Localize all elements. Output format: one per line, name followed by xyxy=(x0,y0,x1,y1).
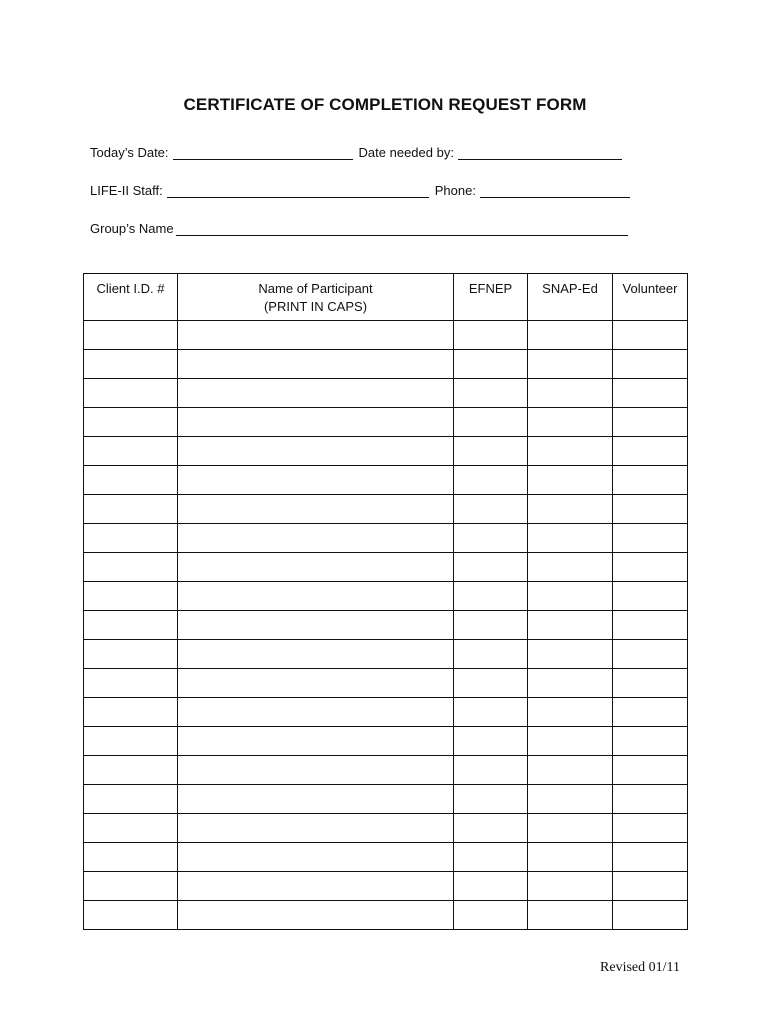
participant-name-cell[interactable] xyxy=(178,408,454,437)
participant-name-cell[interactable] xyxy=(178,698,454,727)
efnep-cell[interactable] xyxy=(454,495,528,524)
efnep-cell[interactable] xyxy=(454,437,528,466)
table-row xyxy=(84,350,688,379)
form-title: CERTIFICATE OF COMPLETION REQUEST FORM xyxy=(183,95,587,114)
snap-ed-cell[interactable] xyxy=(528,495,613,524)
snap-ed-cell[interactable] xyxy=(528,524,613,553)
snap-ed-cell[interactable] xyxy=(528,437,613,466)
staff-row xyxy=(90,183,636,198)
efnep-cell[interactable] xyxy=(454,756,528,785)
snap-ed-cell[interactable] xyxy=(528,756,613,785)
client-id-cell[interactable] xyxy=(84,727,178,756)
volunteer-cell[interactable] xyxy=(613,640,688,669)
table-row xyxy=(84,611,688,640)
column-header-line: EFNEP xyxy=(468,281,513,296)
volunteer-cell[interactable] xyxy=(613,553,688,582)
participant-name-cell[interactable] xyxy=(178,466,454,495)
volunteer-cell[interactable] xyxy=(613,408,688,437)
participant-name-cell[interactable] xyxy=(178,553,454,582)
participant-name-cell[interactable] xyxy=(178,669,454,698)
client-id-cell[interactable] xyxy=(84,756,178,785)
client-id-cell[interactable] xyxy=(84,321,178,350)
participant-name-cell[interactable] xyxy=(178,640,454,669)
efnep-cell[interactable] xyxy=(454,321,528,350)
table-row xyxy=(84,582,688,611)
efnep-cell[interactable] xyxy=(454,814,528,843)
participant-name-cell[interactable] xyxy=(178,524,454,553)
column-header-efnep xyxy=(454,274,528,321)
table-body xyxy=(84,321,688,930)
snap-ed-cell[interactable] xyxy=(528,408,613,437)
table-row xyxy=(84,495,688,524)
date-needed-label: Date needed by: xyxy=(358,145,454,160)
client-id-cell[interactable] xyxy=(84,669,178,698)
volunteer-cell[interactable] xyxy=(613,466,688,495)
efnep-cell[interactable] xyxy=(454,727,528,756)
volunteer-cell[interactable] xyxy=(613,901,688,930)
snap-ed-cell[interactable] xyxy=(528,321,613,350)
column-header-line: Name of Participant xyxy=(258,281,373,296)
efnep-cell[interactable] xyxy=(454,669,528,698)
column-header-line: SNAP-Ed xyxy=(542,281,598,296)
efnep-cell[interactable] xyxy=(454,640,528,669)
volunteer-cell[interactable] xyxy=(613,524,688,553)
staff-label: LIFE-II Staff: xyxy=(90,183,163,198)
participant-name-cell[interactable] xyxy=(178,495,454,524)
column-header-line: Client I.D. # xyxy=(96,281,165,296)
snap-ed-cell[interactable] xyxy=(528,843,613,872)
client-id-cell[interactable] xyxy=(84,437,178,466)
volunteer-cell[interactable] xyxy=(613,582,688,611)
client-id-cell[interactable] xyxy=(84,495,178,524)
column-header-participant-name xyxy=(178,274,454,321)
volunteer-cell[interactable] xyxy=(613,785,688,814)
participant-table xyxy=(83,273,688,930)
volunteer-cell[interactable] xyxy=(613,872,688,901)
table-row xyxy=(84,901,688,930)
participant-name-cell[interactable] xyxy=(178,901,454,930)
snap-ed-cell[interactable] xyxy=(528,669,613,698)
todays-date-field[interactable] xyxy=(173,146,353,160)
group-row xyxy=(90,221,634,236)
efnep-cell[interactable] xyxy=(454,408,528,437)
efnep-cell[interactable] xyxy=(454,524,528,553)
efnep-cell[interactable] xyxy=(454,901,528,930)
participant-name-cell[interactable] xyxy=(178,785,454,814)
table-row xyxy=(84,756,688,785)
snap-ed-cell[interactable] xyxy=(528,785,613,814)
participant-name-cell[interactable] xyxy=(178,611,454,640)
efnep-cell[interactable] xyxy=(454,466,528,495)
efnep-cell[interactable] xyxy=(454,698,528,727)
client-id-cell[interactable] xyxy=(84,524,178,553)
client-id-cell[interactable] xyxy=(84,872,178,901)
client-id-cell[interactable] xyxy=(84,350,178,379)
participant-name-cell[interactable] xyxy=(178,756,454,785)
efnep-cell[interactable] xyxy=(454,872,528,901)
todays-date-label: Today’s Date: xyxy=(90,145,169,160)
participant-name-cell[interactable] xyxy=(178,350,454,379)
volunteer-cell[interactable] xyxy=(613,727,688,756)
participant-name-cell[interactable] xyxy=(178,582,454,611)
efnep-cell[interactable] xyxy=(454,350,528,379)
client-id-cell[interactable] xyxy=(84,466,178,495)
table-row xyxy=(84,524,688,553)
volunteer-cell[interactable] xyxy=(613,611,688,640)
table-row xyxy=(84,785,688,814)
client-id-cell[interactable] xyxy=(84,814,178,843)
table-row xyxy=(84,321,688,350)
volunteer-cell[interactable] xyxy=(613,814,688,843)
snap-ed-cell[interactable] xyxy=(528,872,613,901)
column-header-volunteer xyxy=(613,274,688,321)
client-id-cell[interactable] xyxy=(84,843,178,872)
date-needed-field[interactable] xyxy=(458,146,622,160)
volunteer-cell[interactable] xyxy=(613,669,688,698)
volunteer-cell[interactable] xyxy=(613,437,688,466)
efnep-cell[interactable] xyxy=(454,785,528,814)
snap-ed-cell[interactable] xyxy=(528,466,613,495)
table-row xyxy=(84,379,688,408)
table-row xyxy=(84,727,688,756)
client-id-cell[interactable] xyxy=(84,901,178,930)
participant-name-cell[interactable] xyxy=(178,814,454,843)
column-header-snap-ed xyxy=(528,274,613,321)
snap-ed-cell[interactable] xyxy=(528,727,613,756)
participant-name-cell[interactable] xyxy=(178,379,454,408)
group-name-label: Group’s Name xyxy=(90,221,174,236)
efnep-cell[interactable] xyxy=(454,611,528,640)
participant-name-cell[interactable] xyxy=(178,437,454,466)
efnep-cell[interactable] xyxy=(454,582,528,611)
date-row xyxy=(90,145,628,160)
participant-name-cell[interactable] xyxy=(178,843,454,872)
revision-note: Revised 01/11 xyxy=(600,960,680,975)
table-row xyxy=(84,814,688,843)
table-row xyxy=(84,437,688,466)
table-row xyxy=(84,408,688,437)
table-row xyxy=(84,553,688,582)
snap-ed-cell[interactable] xyxy=(528,350,613,379)
snap-ed-cell[interactable] xyxy=(528,814,613,843)
client-id-cell[interactable] xyxy=(84,698,178,727)
volunteer-cell[interactable] xyxy=(613,321,688,350)
client-id-cell[interactable] xyxy=(84,640,178,669)
snap-ed-cell[interactable] xyxy=(528,582,613,611)
volunteer-cell[interactable] xyxy=(613,756,688,785)
phone-label: Phone: xyxy=(434,183,476,198)
client-id-cell[interactable] xyxy=(84,785,178,814)
group-name-field[interactable] xyxy=(176,222,628,236)
volunteer-cell[interactable] xyxy=(613,698,688,727)
staff-field[interactable] xyxy=(167,184,429,198)
snap-ed-cell[interactable] xyxy=(528,553,613,582)
column-header-client-id xyxy=(84,274,178,321)
snap-ed-cell[interactable] xyxy=(528,901,613,930)
table-row xyxy=(84,843,688,872)
table-header-row xyxy=(84,274,688,321)
table-row xyxy=(84,698,688,727)
volunteer-cell[interactable] xyxy=(613,350,688,379)
table-row xyxy=(84,640,688,669)
client-id-cell[interactable] xyxy=(84,553,178,582)
column-header-line: Volunteer xyxy=(622,281,678,296)
participant-name-cell[interactable] xyxy=(178,727,454,756)
client-id-cell[interactable] xyxy=(84,379,178,408)
client-id-cell[interactable] xyxy=(84,611,178,640)
table-row xyxy=(84,466,688,495)
volunteer-cell[interactable] xyxy=(613,843,688,872)
snap-ed-cell[interactable] xyxy=(528,640,613,669)
client-id-cell[interactable] xyxy=(84,582,178,611)
phone-field[interactable] xyxy=(480,184,630,198)
efnep-cell[interactable] xyxy=(454,843,528,872)
volunteer-cell[interactable] xyxy=(613,379,688,408)
client-id-cell[interactable] xyxy=(84,408,178,437)
volunteer-cell[interactable] xyxy=(613,495,688,524)
snap-ed-cell[interactable] xyxy=(528,698,613,727)
table-row xyxy=(84,669,688,698)
participant-name-cell[interactable] xyxy=(178,321,454,350)
efnep-cell[interactable] xyxy=(454,379,528,408)
snap-ed-cell[interactable] xyxy=(528,611,613,640)
efnep-cell[interactable] xyxy=(454,553,528,582)
column-header-subline: (PRINT IN CAPS) xyxy=(263,299,368,314)
participant-name-cell[interactable] xyxy=(178,872,454,901)
table-row xyxy=(84,872,688,901)
snap-ed-cell[interactable] xyxy=(528,379,613,408)
